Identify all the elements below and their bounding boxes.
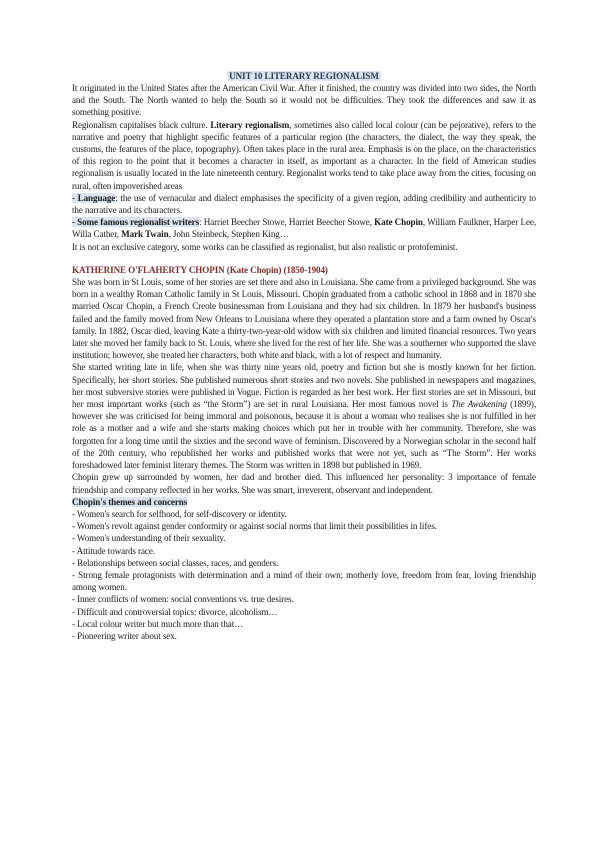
list-item: - Local colour writer but much more than that… xyxy=(72,618,244,629)
language-paragraph xyxy=(72,192,536,216)
list-item: - Women's revolt against gender conformity or against social norms that limit their possibilities in lifes. xyxy=(72,521,437,532)
chopin-heading: KATHERINE O'FLAHERTY CHOPIN (Kate Chopin) (1850-1904) xyxy=(72,264,328,275)
writers-label: - Some famous regionalist writers xyxy=(72,217,200,228)
writer-kate-chopin: Kate Chopin xyxy=(374,217,423,228)
chopin-p2-start: She started writing late in life, when she was thirty nine years old, poetry and fiction but she is mostly known for her fiction. Specifically, her short stories. She published numerous short stories and two novels. She published in newspapers and magazines, her most subversive stories were published in Vogue. Fiction is regarded as her best work. Her first stories are set in Missouri, but her most important works (such as “the Storm”) are set in rural Louisiana. Her most famous novel is xyxy=(72,362,536,410)
themes-list xyxy=(72,508,536,642)
intro-p2-start: Regionalism capitalises black culture. xyxy=(72,119,211,130)
intro-paragraph-1: It originated in the United States after the American Civil War. After it finished, the country was divided into two sides, the North and the South. The North wanted to help the South so it would not be difficulties. They took the differences and saw it as something positive. xyxy=(72,83,536,118)
page-title: UNIT 10 LITERARY REGIONALISM xyxy=(229,71,379,81)
language-text: : the use of vernacular and dialect emphasises the specificity of a given region, adding credibility and authenticity to the narrative and its characters. xyxy=(72,192,536,216)
intro-paragraph-last: It is not an exclusive category, some works can be classified as regionalist, but also realistic or protofeminist. xyxy=(72,241,458,252)
chopin-paragraph-1: She was born in St Louis, some of her stories are set there and also in Louisiana. She came from a privileged background. She was born in a wealthy Roman Catholic family in St Louis, Missouri. Chopin graduated from a catholic school in 1868 and in 1870 she married Oscar Chopin, a French Creole businessman from Louisiana and they had six children. In 1879 her husband's business failed and the family moved from New Orleans to Louisiana where they operated a plantation store and a farm owned by Oscar's family. In 1882, Oscar died, leaving Kate a thirty-two-year-old widow with six children and limited financial resources. Two years later she moved her family back to St. Louis, where she lived for the rest of her life. She was a southerner who supported the slave institution; however, she treated her characters, both white and black, with a lot of respect and humanity. xyxy=(72,277,536,361)
list-item: - Pioneering writer about sex. xyxy=(72,630,177,641)
intro-p2-rest: , sometimes also called local colour (can be pejorative), refers to the narrative and poetry that highlight specific features of a particular region (the characters, the dialect, the way they speak, the customs, the features of the place, topography). Often takes place in the rural area. Emphasis is on the place, on the characteristics of this region to the point that it becomes a character in itself, as important as a character. In the field of American studies regionalism is usually located in the late nineteenth century. Regionalist works tend to take place away from the cities, focusing on rural, often impoverished areas xyxy=(72,119,536,191)
list-item: - Strong female protagonists with determination and a mind of their own; motherly love, freedom from fear, loving friendship among women. xyxy=(72,569,536,593)
title-row xyxy=(72,70,536,82)
writers-text-a: : Harriet Beecher Stowe, Harriet Beecher Stowe, xyxy=(199,217,375,228)
section-gap xyxy=(72,253,536,264)
language-label: - Language xyxy=(72,192,116,203)
writers-text-e: , John Steinbeck, Stephen King… xyxy=(168,229,289,240)
list-item: - Women's understanding of their sexuality. xyxy=(72,533,226,544)
chopin-paragraph-3: Chopin grew up surrounded by women, her dad and brother died. This influenced her personality: 3 importance of female friendship and company reflected in her works. She was smart, irreverent, observant and independent. xyxy=(72,472,536,495)
document-page xyxy=(72,70,536,642)
themes-heading-row xyxy=(72,496,536,508)
writer-mark-twain: Mark Twain xyxy=(121,229,169,240)
themes-heading: Chopin's themes and concerns xyxy=(72,496,188,507)
the-awakening-title: The Awakening xyxy=(451,399,507,410)
chopin-p2-rest: (1899), however she was criticised for being immoral and poisonous, because it is about a woman who realises she is not fulfilled in her role as a mother and a wife and she starts making choices which put her in trouble with her community. Therefore, she was forgotten for a long time until the sixties and the second wave of feminism. Discovered by a Norwegian scholar in the second half of the 20th century, who republished her works and published works that were not yet, such as “The Storm”. Her works foreshadowed later feminist literary themes. The Storm was written in 1898 but published in 1969. xyxy=(72,399,536,471)
intro-paragraph-2 xyxy=(72,119,536,192)
list-item: - Women's search for selfhood, for self-discovery or identity. xyxy=(72,508,287,519)
list-item: - Relationships between social classes, races, and genders. xyxy=(72,557,279,568)
list-item: - Difficult and controversial topics: divorce, alcoholism… xyxy=(72,606,278,617)
writers-paragraph xyxy=(72,216,536,240)
chopin-paragraph-2 xyxy=(72,361,536,471)
list-item: - Inner conflicts of women: social conventions vs. true desires. xyxy=(72,594,294,605)
literary-regionalism-term: Literary regionalism xyxy=(210,119,290,130)
writers-text-c: , William Faulkner, Harper Lee, Willa Cather, xyxy=(72,217,537,240)
list-item: - Attitude towards race. xyxy=(72,545,155,556)
